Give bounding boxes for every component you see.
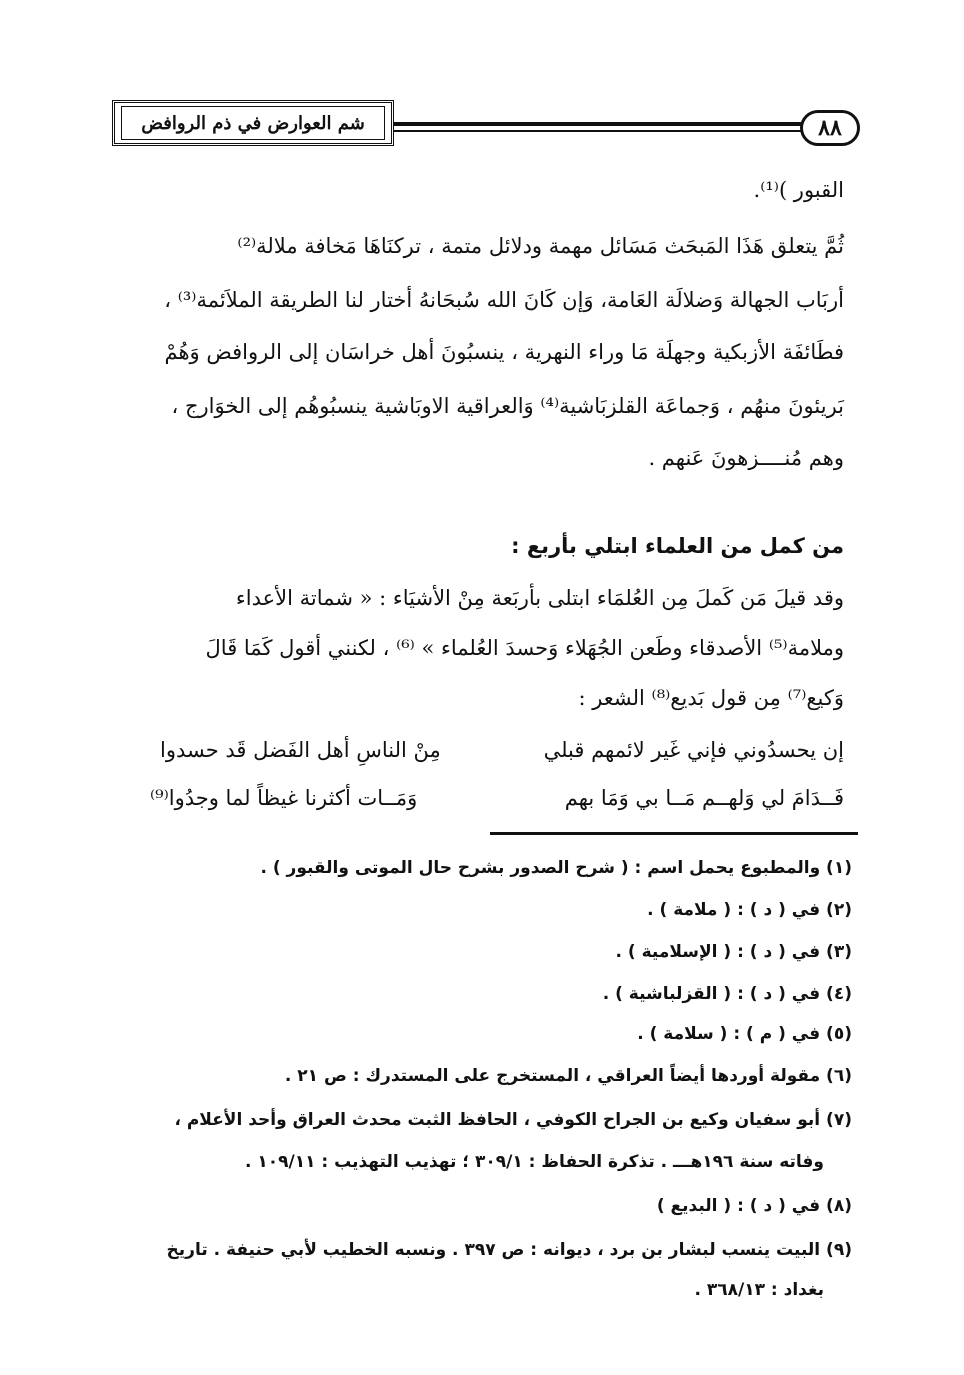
footnote: (٢) في ( د ) : ( ملامة ) . (647, 900, 852, 920)
footnote-continuation: وفاته سنة ١٩٦هـــ . تذكرة الحفاظ : ٣٠٩/١ ؛ تهذيب التهذيب : ١٠٩/١١ . (244, 1152, 824, 1172)
header-rule (385, 122, 803, 126)
body-line: القبور )⁽¹⁾. (753, 178, 844, 202)
verse-hemistich-second: مِنْ الناسِ أهل الفَضل قَد حسدوا (160, 738, 441, 762)
page-number: ٨٨ (800, 110, 860, 146)
section-line: وَكيع⁽⁷⁾ مِن قول بَديع⁽⁸⁾ الشعر : (578, 686, 844, 710)
footnote-separator (490, 832, 858, 835)
book-title: شم العوارض في ذم الروافض (141, 112, 365, 134)
book-title-box (112, 100, 394, 146)
footnote: (١) والمطبوع يحمل اسم : ( شرح الصدور بشرح حال الموتى والقبور ) . (260, 858, 852, 878)
footnote-continuation: بغداد : ٣٦٨/١٣ . (694, 1280, 824, 1300)
section-line: وملامة⁽⁵⁾ الأصدقاء وطَعن الجُهَلاء وَحسدَ العُلماء » ⁽⁶⁾ ، لكنني أقول كَمَا قَالَ (205, 636, 844, 660)
footnote: (٦) مقولة أوردها أيضاً العراقي ، المستخرج على المستدرك : ص ٢١ . (284, 1066, 852, 1086)
body-line: فطَائفَة الأزبكية وجهلَة مَا وراء النهرية ، ينسبُونَ أهل خراسَان إلى الروافض وَهُمْ (164, 340, 844, 364)
verse-hemistich-first: فَــدَامَ لي وَلهــم مَــا بي وَمَا بهم (564, 786, 844, 810)
header-rule-thin (385, 130, 803, 132)
footnote: (٧) أبو سفيان وكيع بن الجراح الكوفي ، الحافظ الثبت محدث العراق وأحد الأعلام ، (174, 1110, 852, 1130)
body-line: وهم مُنــــزهونَ عَنهم . (648, 446, 844, 470)
body-line: ثُمَّ يتعلق هَذَا المَبحَث مَسَائل مهمة ودلائل متمة ، تركنَاهَا مَخافة ملالة⁽²⁾ (237, 234, 844, 258)
verse-hemistich-second: وَمَــات أكثرنا غيظاً لما وجدُوا⁽⁹⁾ (150, 786, 418, 810)
section-line: وقد قيلَ مَن كَملَ مِن العُلمَاء ابتلى بأربَعة مِنْ الأشيَاء : « شماتة الأعداء (235, 586, 844, 610)
section-heading: من كمل من العلماء ابتلي بأربع : (511, 534, 844, 558)
footnote: (٤) في ( د ) : ( القزلباشية ) . (602, 984, 852, 1004)
body-line: بَريئونَ منهُم ، وَجماعَة القلزبَاشية⁽⁴⁾ وَالعراقية الاوبَاشية ينسبُوهُم إلى الخوَارج ، (171, 394, 844, 418)
body-line: أربَاب الجهالة وَضلالَة العَامة، وَإن كَانَ الله سُبحَانهُ أختار لنا الطريقة الملاَئمة⁽³⁾ ، (164, 288, 844, 312)
footnote: (٨) في ( د ) : ( البديع ) (656, 1196, 852, 1216)
footnote: (٥) في ( م ) : ( سلامة ) . (637, 1024, 852, 1044)
footnote: (٩) البيت ينسب لبشار بن برد ، ديوانه : ص ٣٩٧ . ونسبه الخطيب لأبي حنيفة . تاريخ (166, 1240, 852, 1260)
verse-hemistich-first: إن يحسدُوني فإني غَير لائمهم قبلي (543, 738, 844, 762)
footnote: (٣) في ( د ) : ( الإسلامية ) . (615, 942, 852, 962)
